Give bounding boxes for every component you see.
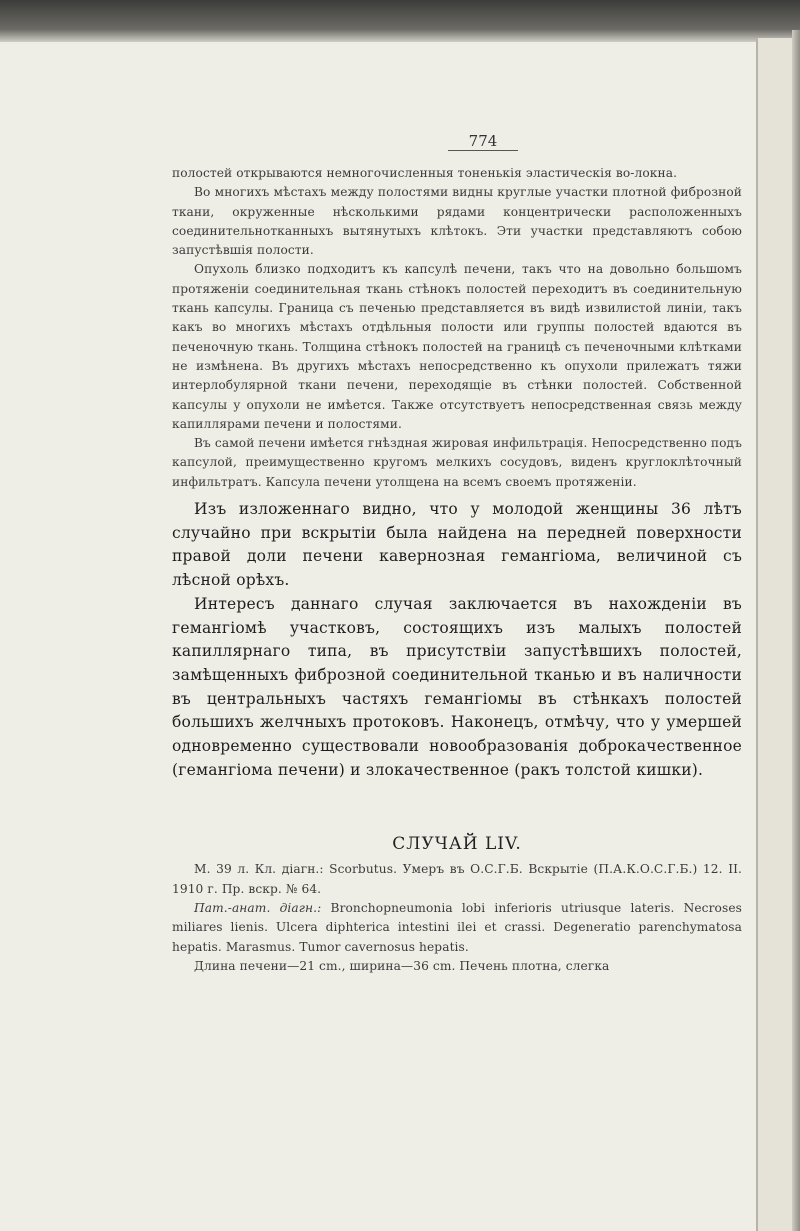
case-diagnosis-text: Bronchopneumonia lobi inferioris utriusque lateris. Necroses miliares lienis. Ulcera diphterica intestini ilei et crassi. Degeneratio parenchymatosa hepatis. Marasmus. Tumor cavernosus hepatis.	[172, 901, 742, 954]
scan-top-edge	[0, 0, 800, 42]
case-diagnosis	[172, 899, 742, 957]
paragraph-liver-infiltration: Въ самой печени имѣется гнѣздная жировая инфильтрація. Непосредственно подъ капсулой, преимущественно кругомъ мелкихъ сосудовъ, виденъ круглоклѣточный инфильтратъ. Капсула печени утолщена на всемъ своемъ протяженіи.	[172, 436, 742, 489]
case-title: СЛУЧАЙ LIV.	[392, 834, 522, 855]
paragraph-continuation: полостей открываются немногочисленныя тоненькія эластическія во-локна.	[172, 166, 678, 180]
case-header: М. 39 л. Кл. діагн.: Scorbutus. Умеръ въ О.С.Г.Б. Вскрытіе (П.А.К.О.С.Г.Б.) 12. II. 1910 г. Пр. вскр. № 64.	[172, 862, 742, 896]
case-liver-measurements: Длина печени—21 cm., ширина—36 cm. Печень плотна, слегка	[194, 958, 610, 973]
book-spine-edge	[792, 30, 800, 1231]
page-body	[172, 164, 742, 976]
case-diagnosis-label: Пат.-анат. діагн.:	[194, 901, 322, 916]
paragraph-conclusion-1: Изъ изложеннаго видно, что у молодой женщины 36 лѣтъ случайно при вскрытіи была найдена на передней поверхности правой доли печени кавернозная гемангіома, величиной съ лѣсной орѣхъ.	[172, 500, 742, 590]
page-number: 774	[448, 132, 518, 151]
paragraph-fibrous-areas: Во многихъ мѣстахъ между полостями видны круглые участки плотной фиброзной ткани, окруженные нѣсколькими рядами концентрически расположенныхъ соединительнотканныхъ вытянутыхъ клѣтокъ. Эти участки представляютъ собою запустѣвшія полости.	[172, 185, 742, 258]
paragraph-conclusion-2: Интересъ даннаго случая заключается въ нахожденіи въ гемангіомѣ участковъ, состоящихъ изъ малыхъ полостей капиллярнаго типа, въ присутствіи запустѣвшихъ полостей, замѣщенныхъ фиброзной соединительной тканью и въ наличности въ центральныхъ частяхъ гемангіомы въ стѣнкахъ полостей большихъ желчныхъ протоковъ. Наконецъ, отмѣчу, что у умершей одновременно существовали новообразованія доброкачественное (гемангіома печени) и злокачественное (ракъ толстой кишки).	[172, 594, 742, 779]
paragraph-tumor-capsule: Опухоль близко подходитъ къ капсулѣ печени, такъ что на довольно большомъ протяженіи соединительная ткань стѣнокъ полостей переходитъ въ соединительную ткань капсулы. Граница съ печенью представляется въ видѣ извилистой линіи, такъ какъ во многихъ мѣстахъ отдѣльныя полости или группы полостей вдаются въ печеночную ткань. Толщина стѣнокъ полостей на границѣ съ печеночными клѣтками не измѣнена. Въ другихъ мѣстахъ непосредственно къ опухоли прилежатъ тяжи интерлобулярной ткани печени, переходящіе въ стѣнки полостей. Собственной капсулы у опухоли не имѣется. Также отсутствуетъ непосредственная связь между капиллярами печени и полостями.	[172, 262, 742, 431]
